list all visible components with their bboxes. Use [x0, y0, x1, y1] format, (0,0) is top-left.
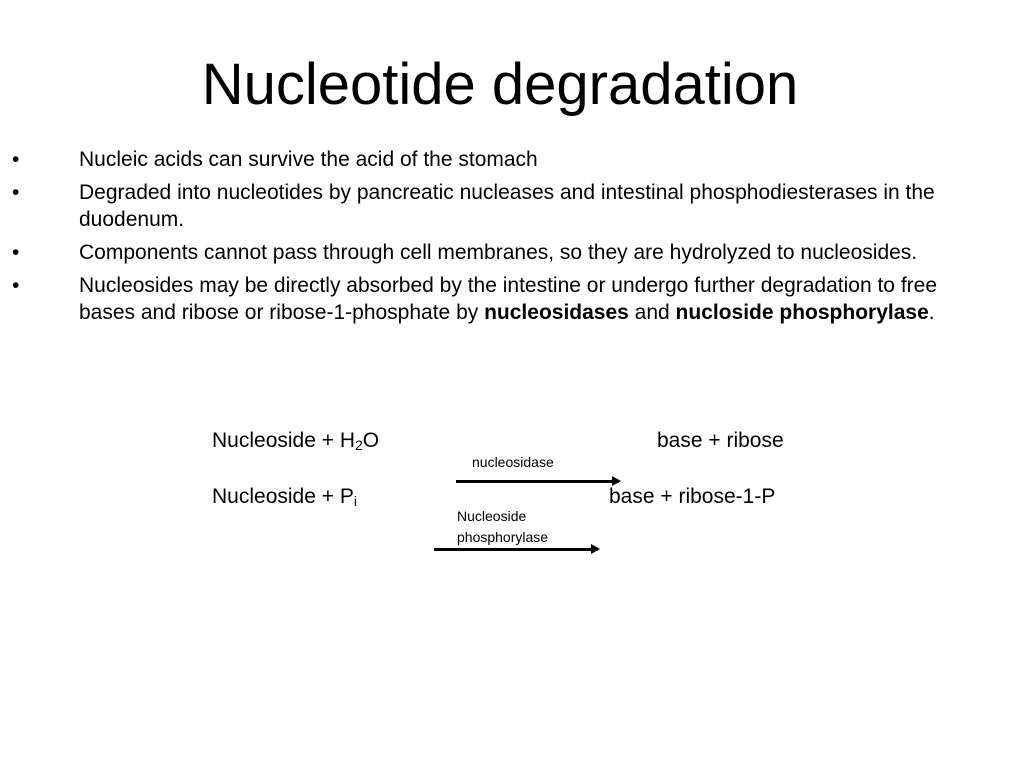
bullet-marker: • [12, 181, 20, 204]
bullet-item [0, 146, 1024, 173]
reaction-arrow [456, 480, 619, 483]
bullet-list [0, 146, 1024, 332]
bullet-marker: • [12, 274, 20, 297]
reaction-2-products: base + ribose-1-P [609, 485, 776, 508]
reaction-2-reactants [212, 484, 357, 510]
bullet-text-part: and [628, 301, 676, 324]
reaction-2-enzyme-line1: Nucleoside [457, 508, 527, 524]
reaction-1-enzyme: nucleosidase [472, 454, 554, 470]
reaction-arrow [434, 548, 598, 551]
bullet-text: Nucleic acids can survive the acid of the stomach [79, 148, 538, 171]
bullet-item [0, 239, 1024, 266]
reactant-text: Nucleoside + P [212, 485, 354, 508]
reaction-1-products: base + ribose [657, 429, 784, 452]
reactant-text: O [362, 429, 380, 452]
bullet-item [0, 179, 1024, 233]
reaction-2-enzyme-line2: phosphorylase [457, 529, 549, 545]
bold-term-nucloside-phosphorylase: nucloside phosphorylase [675, 301, 929, 324]
bullet-marker: • [12, 241, 20, 264]
bullet-text-part: Nucleosides may be directly absorbed by the intestine or undergo further degradation to free bases and ribose or ribose-1-phosphate by [79, 274, 938, 324]
bullet-text [79, 274, 937, 324]
bullet-marker: • [12, 148, 20, 171]
bold-term-nucleosidases: nucleosidases [484, 301, 629, 324]
bullet-item [0, 272, 1024, 326]
bullet-text: Degraded into nucleotides by pancreatic nucleases and intestinal phosphodiesterases in the duodenum. [79, 181, 935, 231]
reaction-1-reactants [212, 428, 379, 454]
bullet-text: Components cannot pass through cell membranes, so they are hydrolyzed to nucleosides. [79, 241, 918, 264]
slide-title: Nucleotide degradation [201, 52, 799, 117]
subscript: 2 [355, 437, 363, 453]
bullet-text-part: . [928, 301, 935, 324]
subscript: i [353, 493, 357, 509]
reactant-text: Nucleoside + H [212, 429, 355, 452]
